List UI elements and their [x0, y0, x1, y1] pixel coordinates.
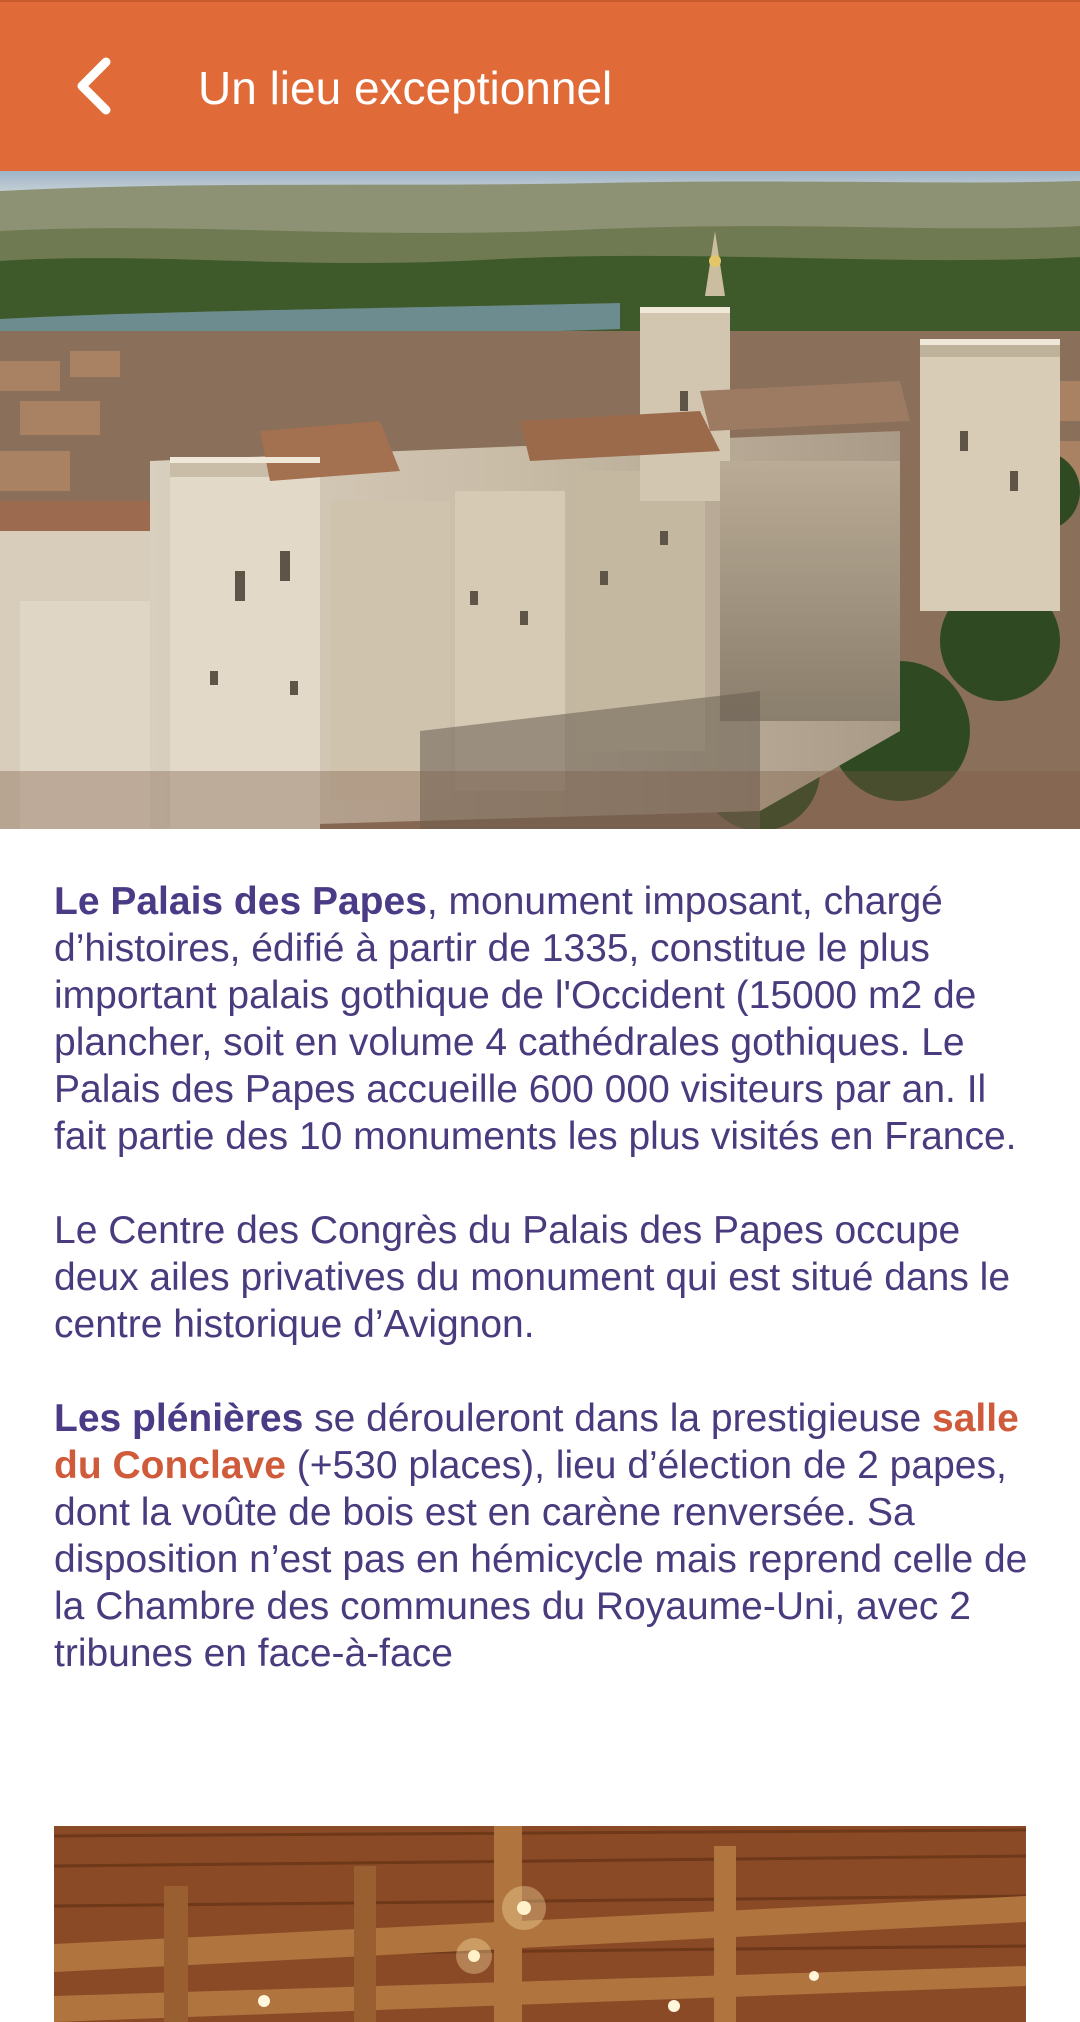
salle-du-conclave-highlight: salle du Conclave: [54, 1397, 1019, 1487]
article-paragraph-1: [54, 878, 1044, 1160]
app-bar: [0, 0, 1080, 171]
page-title: Un lieu exceptionnel: [198, 62, 613, 114]
article-body: [54, 878, 1044, 1724]
paragraph-3-text: (+530 places), lieu d’élection de 2 papes, dont la voûte de bois est en carène renversée. Sa disposition n’est pas en hémicycle mais reprend celle de la Chambre des communes du Royaume-Uni, avec 2 tribunes en face-à-face: [54, 1444, 1028, 1675]
back-button[interactable]: [52, 44, 136, 128]
paragraph-3-intro: se dérouleront dans la prestigieuse: [303, 1397, 933, 1440]
article-paragraph-3: [54, 1395, 1044, 1677]
article-paragraph-2: Le Centre des Congrès du Palais des Papes occupe deux ailes privatives du monument qui est situé dans le centre historique d’Avignon.: [54, 1209, 1011, 1346]
palais-des-papes-heading: Le Palais des Papes: [54, 880, 427, 923]
paragraph-1-text: , monument imposant, chargé d’histoires, édifié à partir de 1335, constitue le plus important palais gothique de l'Occident (15000 m2 de plancher, soit en volume 4 cathédrales gothiques. Le Palais des Papes accueille 600 000 visiteurs par an. Il fait partie des 10 monuments les plus visités en France.: [54, 880, 1017, 1158]
plenieres-heading: Les plénières: [54, 1397, 304, 1440]
chevron-left-icon: [72, 54, 116, 118]
conclave-hall-image: [54, 1826, 1026, 2022]
hero-image: [0, 171, 1080, 829]
